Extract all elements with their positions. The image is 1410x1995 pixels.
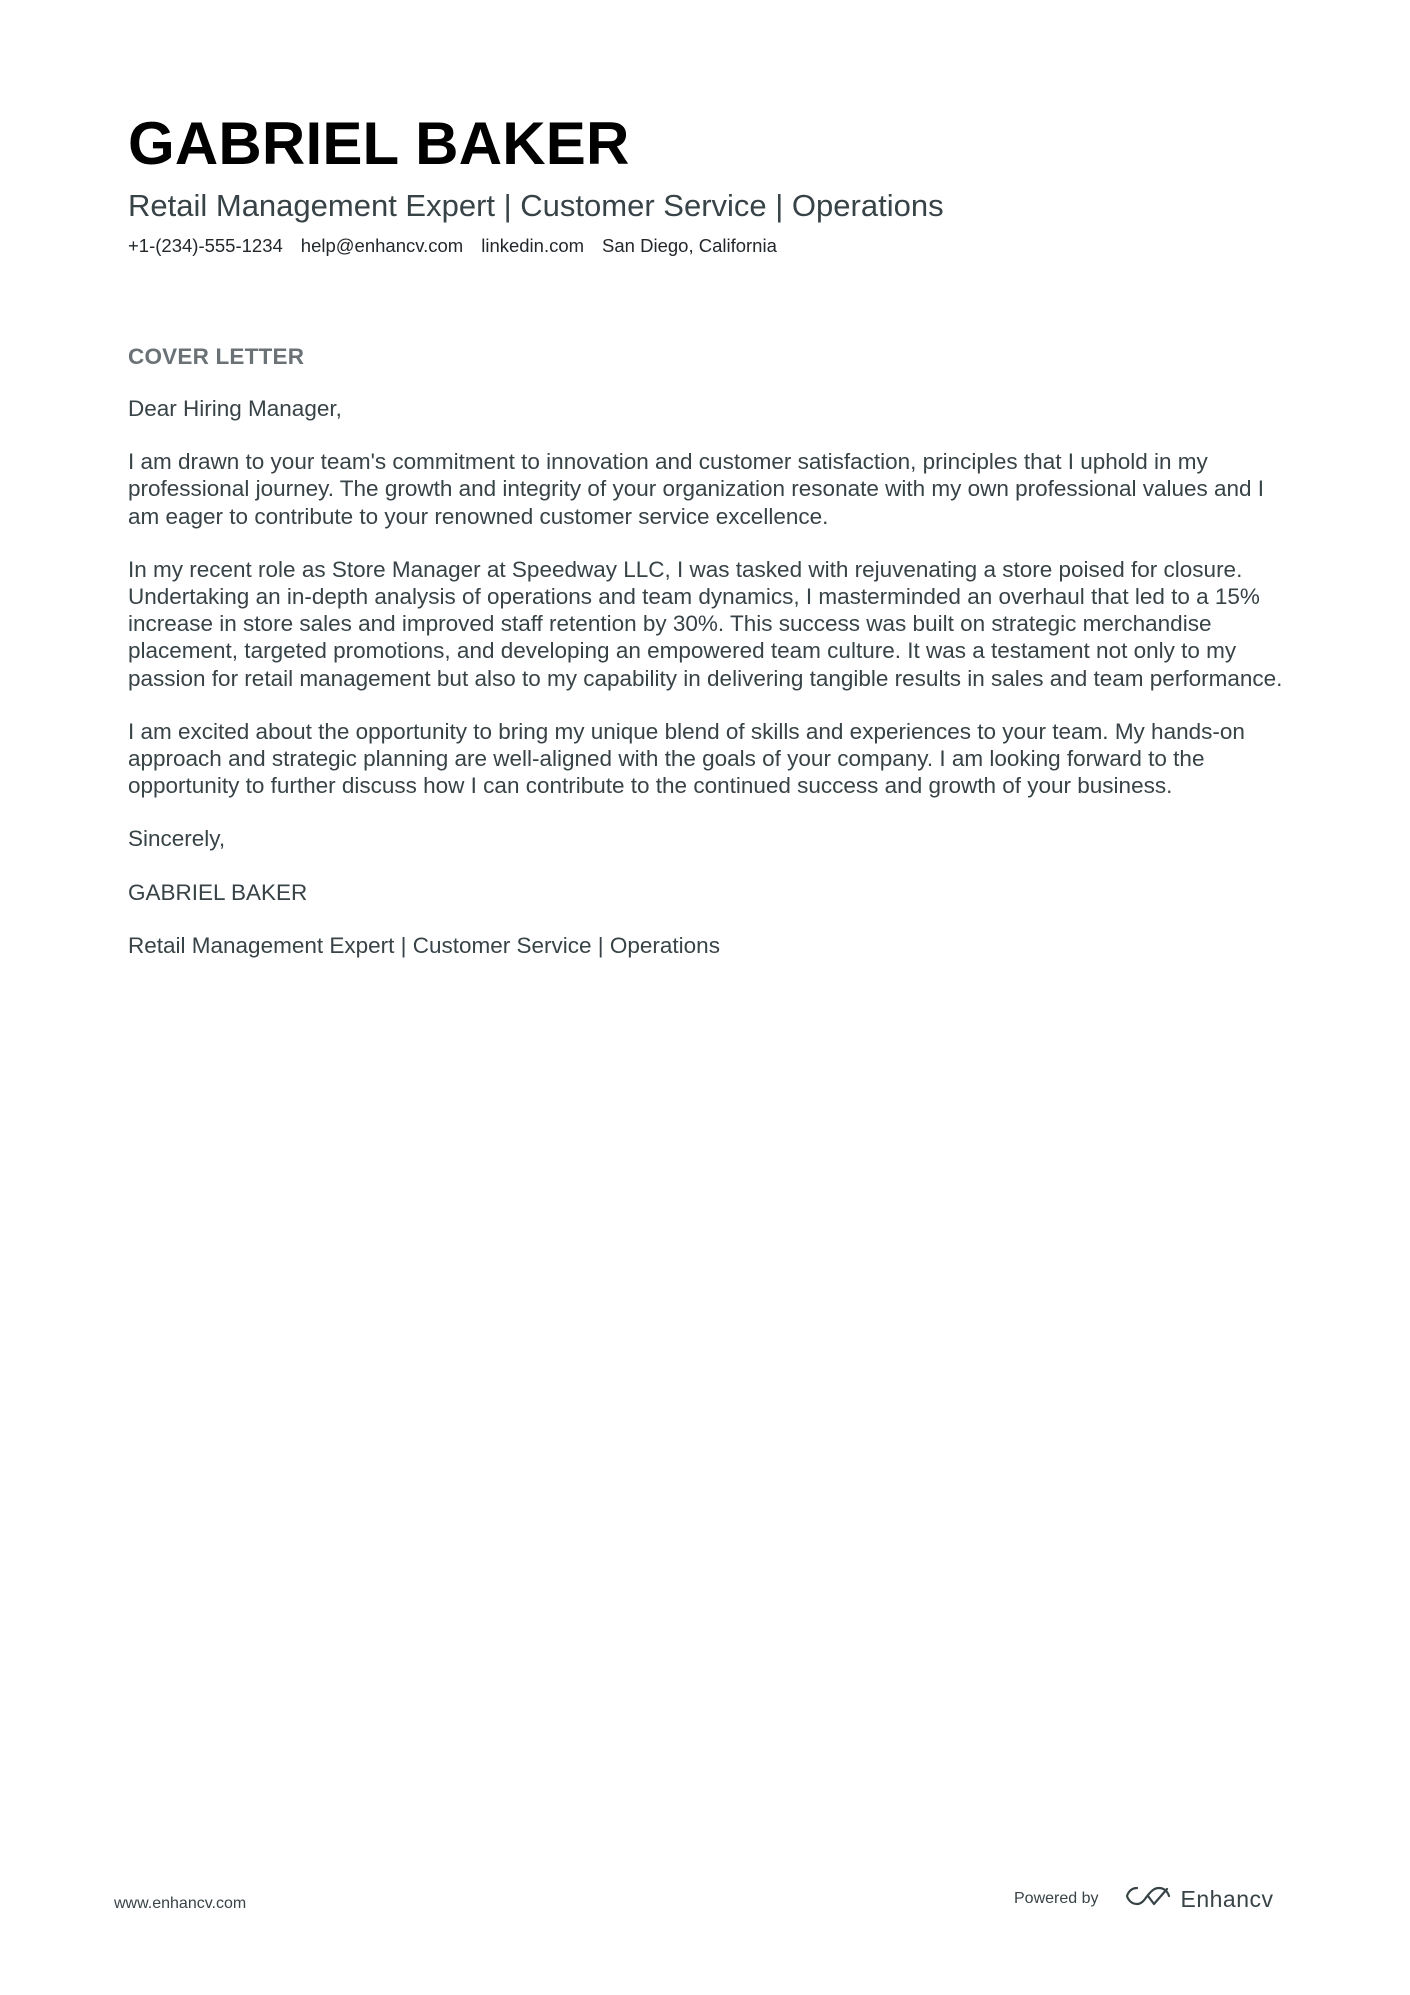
contact-bar [128,234,1288,258]
contact-phone: +1-(234)-555-1234 [128,235,283,256]
contact-location: San Diego, California [602,235,777,256]
paragraph-2: In my recent role as Store Manager at Speedway LLC, I was tasked with rejuvenating a store poised for closure. Undertaking an in-depth analysis of operations and team dynamics, I masterminded an overhaul that led to a 15% increase in store sales and improved staff retention by 30%. This success was built on strategic merchandise placement, targeted promotions, and developing an empowered team culture. It was a testament not only to my passion for retail management but also to my capability in delivering tangible results in sales and team performance. [128,556,1283,691]
applicant-title: Retail Management Expert | Customer Service | Operations [128,188,944,223]
brand-name: Enhancv [1180,1885,1274,1912]
enhancv-logo-icon [1125,1884,1171,1913]
contact-linkedin[interactable]: linkedin.com [481,235,585,256]
signature-title: Retail Management Expert | Customer Service | Operations [128,932,720,958]
signature-name: GABRIEL BAKER [128,879,308,905]
closing: Sincerely, [128,826,226,852]
powered-by-label: Powered by [1014,1889,1099,1907]
paragraph-1: I am drawn to your team's commitment to innovation and customer satisfaction, principles that I uphold in my professional journey. The growth and integrity of your organization resonate with my own professional values and I am eager to contribute to your renowned customer service excellence. [128,449,1265,529]
paragraph-3: I am excited about the opportunity to bring my unique blend of skills and experiences to your team. My hands-on approach and strategic planning are well-aligned with the goals of your company. I am looking forward to the opportunity to further discuss how I can contribute to the continued success and growth of your business. [128,718,1245,799]
letter-body [128,343,1288,959]
section-title: COVER LETTER [128,344,305,369]
contact-email[interactable]: help@enhancv.com [300,235,464,256]
header [128,110,1288,258]
brand-link[interactable] [1125,1884,1274,1913]
footer-website[interactable]: www.enhancv.com [114,1895,247,1912]
salutation: Dear Hiring Manager, [128,396,342,421]
footer-branding [1014,1884,1274,1913]
applicant-name: GABRIEL BAKER [128,110,630,177]
